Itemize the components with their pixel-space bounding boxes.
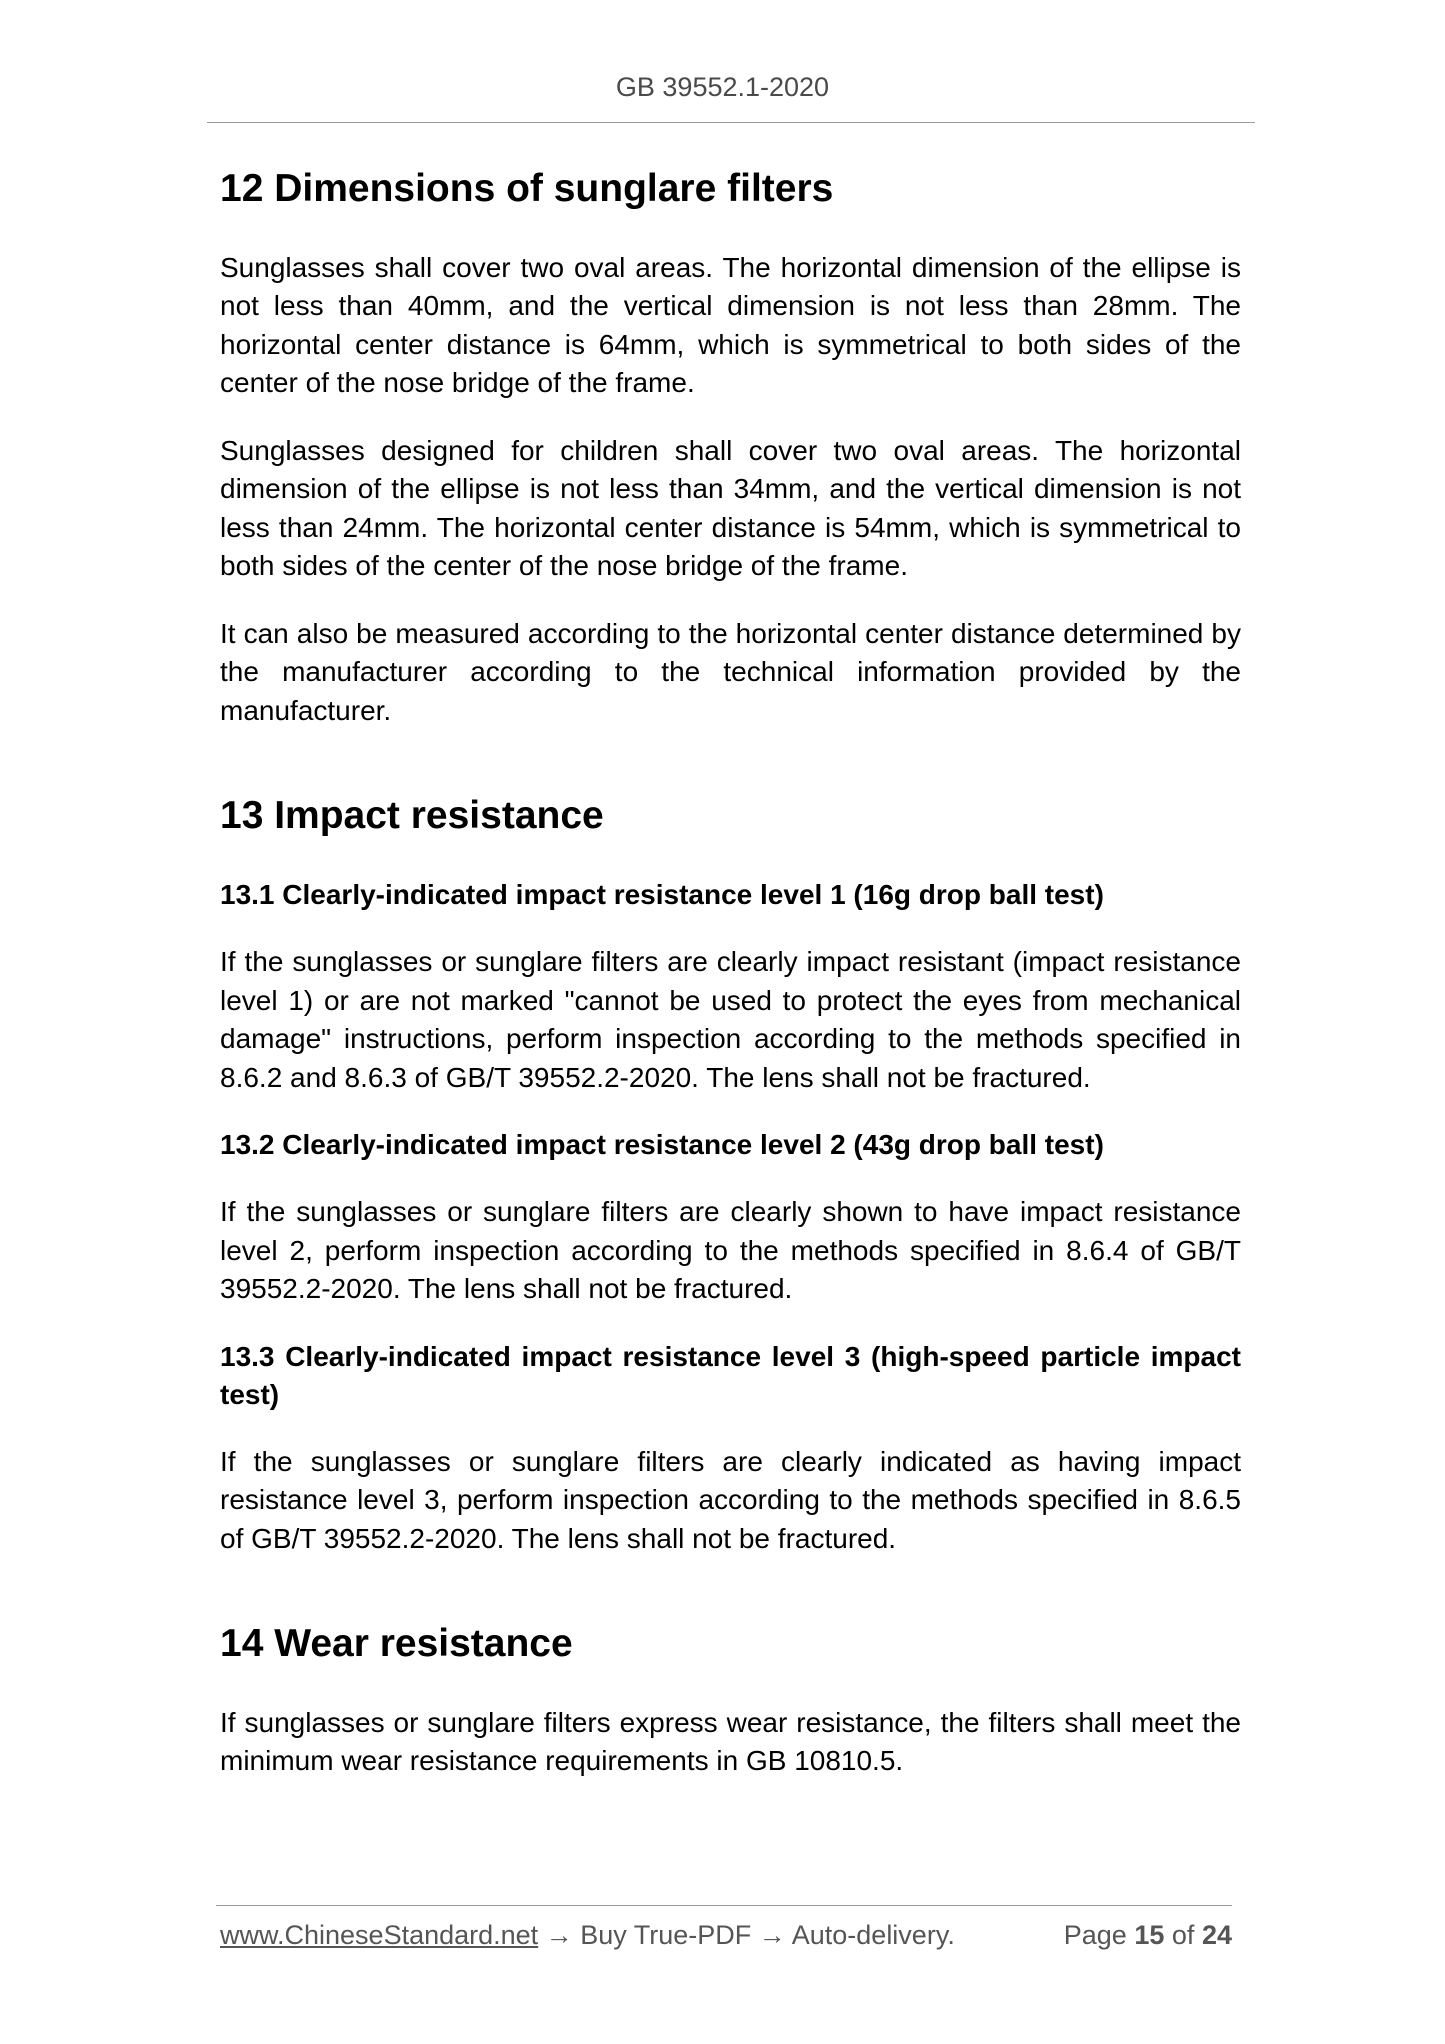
header-divider bbox=[207, 122, 1255, 123]
section-14-paragraph: If sunglasses or sunglare filters express wear resistance, the filters shall meet the minimum wear resistance requirements in GB 10810.5. bbox=[220, 1706, 1241, 1777]
section-13-1-paragraph: If the sunglasses or sunglare filters are clearly impact resistant (impact resistance level 1) or are not marked "cannot be used to protect the eyes from mechanical damage" instructions, perform inspection according to the methods specified in 8.6.2 and 8.6.3 of GB/T 39552.2-2020. The lens shall not be fractured. bbox=[220, 946, 1241, 1093]
document-code-header: GB 39552.1-2020 bbox=[615, 72, 830, 102]
section-13-2-heading: 13.2 Clearly-indicated impact resistance level 2 (43g drop ball test) bbox=[220, 1129, 1104, 1160]
section-13-2-paragraph: If the sunglasses or sunglare filters are clearly shown to have impact resistance level 2, perform inspection according to the methods specified in 8.6.4 of GB/T 39552.2-2020. The lens shall not be fractured. bbox=[220, 1196, 1241, 1304]
section-12-paragraph-1: Sunglasses shall cover two oval areas. The horizontal dimension of the ellipse is not less than 40mm, and the vertical dimension is not less than 28mm. The horizontal center distance is 64mm, which is symmetrical to both sides of the center of the nose bridge of the frame. bbox=[220, 251, 1241, 399]
section-13-heading: 13 Impact resistance bbox=[220, 794, 604, 838]
page-of-label: of bbox=[1171, 1920, 1195, 1950]
footer-promo bbox=[220, 1920, 955, 1951]
section-14-heading: 14 Wear resistance bbox=[220, 1622, 573, 1665]
section-12-paragraph-3: It can also be measured according to the horizontal center distance determined by the manufacturer according to the technical information provided by the manufacturer. bbox=[220, 617, 1241, 726]
footer-divider bbox=[216, 1905, 1232, 1906]
document-body bbox=[220, 165, 1241, 1781]
page-number bbox=[1064, 1920, 1232, 1951]
page-total: 24 bbox=[1201, 1920, 1232, 1950]
page-label: Page bbox=[1063, 1920, 1127, 1950]
section-13-3-paragraph: If the sunglasses or sunglare filters are clearly indicated as having impact resistance level 3, perform inspection according to the methods specified in 8.6.5 of GB/T 39552.2-2020. The lens shall not be fractured. bbox=[220, 1445, 1241, 1554]
section-13-3-heading: 13.3 Clearly-indicated impact resistance level 3 (high-speed particle impact test) bbox=[220, 1340, 1241, 1410]
section-12-heading: 12 Dimensions of sunglare filters bbox=[220, 167, 834, 210]
page-current: 15 bbox=[1134, 1920, 1165, 1950]
section-13-1-heading: 13.1 Clearly-indicated impact resistance level 1 (16g drop ball test) bbox=[220, 879, 1104, 910]
website-link[interactable]: www.ChineseStandard.net bbox=[220, 1920, 539, 1950]
section-12-paragraph-2: Sunglasses designed for children shall cover two oval areas. The horizontal dimension of the ellipse is not less than 34mm, and the vertical dimension is not less than 24mm. The horizontal center distance is 54mm, which is symmetrical to both sides of the center of the nose bridge of the frame. bbox=[220, 434, 1241, 582]
footer-tagline: → Buy True-PDF → Auto-delivery. bbox=[538, 1920, 955, 1950]
